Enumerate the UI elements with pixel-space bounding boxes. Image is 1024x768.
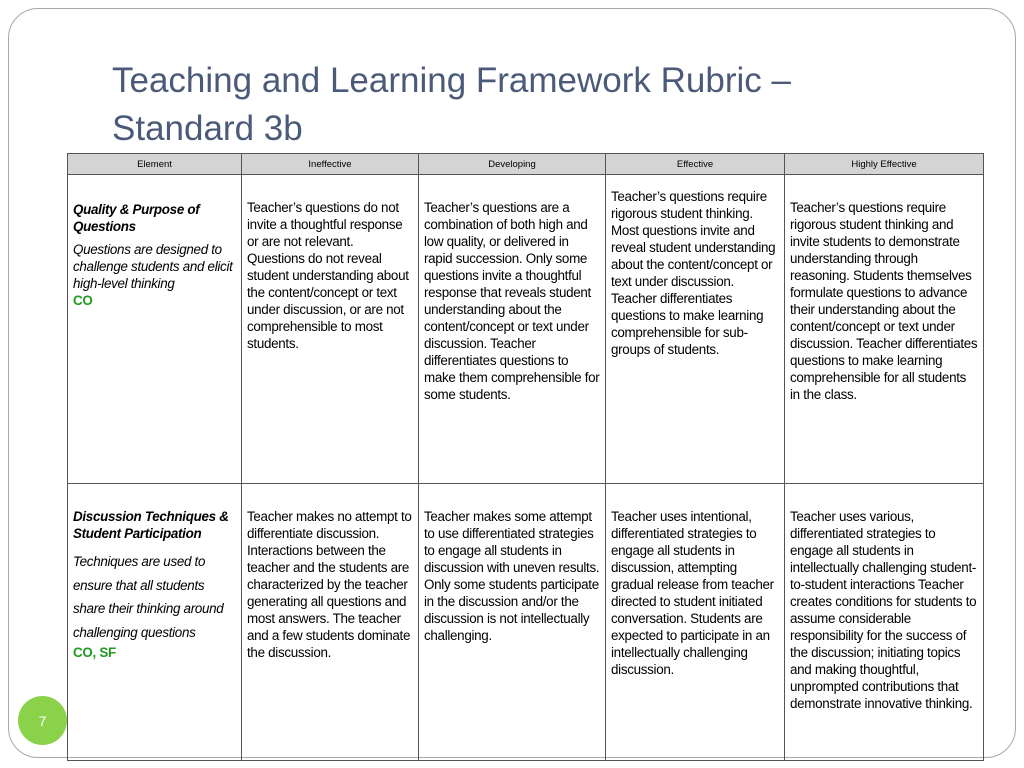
highly-effective-cell: Teacher’s questions require rigorous student thinking and invite students to demonstrate understanding through reasoning. Students themselves formulate questions to advance their understanding about the content/concept or text under discussion. Teacher differentiates questions to make learning comprehensible for all students in the class. (785, 175, 984, 484)
element-title: Discussion Techniques & Student Participation (73, 509, 229, 541)
header-ineffective: Ineffective (242, 154, 419, 175)
table-row (68, 175, 984, 484)
effective-cell: Teacher’s questions require rigorous student thinking. Most questions invite and reveal student understanding about the content/concept or text under discussion. Teacher differentiates questions to make learning comprehensible for sub-groups of students. (606, 175, 785, 484)
highly-effective-cell: Teacher uses various, differentiated strategies to engage all students in intellectually challenging student-to-student interactions Teacher creates conditions for students to assume considerable responsibility for the success of the discussion; initiating topics and making thoughtful, unprompted contributions that demonstrate innovative thinking. (785, 484, 984, 761)
element-code: CO (73, 293, 93, 308)
effective-cell: Teacher uses intentional, differentiated strategies to engage all students in discussion, attempting gradual release from teacher directed to student initiated conversation. Students are expected to participate in an intellectually challenging discussion. (606, 484, 785, 761)
header-element: Element (68, 154, 242, 175)
ineffective-cell: Teacher’s questions do not invite a thoughtful response or are not relevant. Questions do not reveal student understanding about the content/concept or text under discussion, or are not comprehensible to most students. (242, 175, 419, 484)
element-title: Quality & Purpose of Questions (73, 202, 200, 234)
developing-cell: Teacher’s questions are a combination of both high and low quality, or delivered in rapid succession. Only some questions invite a thoughtful response that reveals student understanding about the content/concept or text under discussion. Teacher differentiates questions to make them comprehensible for some students. (419, 175, 606, 484)
element-cell (68, 175, 242, 484)
slide-title: Teaching and Learning Framework Rubric – Standard 3b (112, 61, 791, 148)
header-developing: Developing (419, 154, 606, 175)
header-effective: Effective (606, 154, 785, 175)
element-cell (68, 484, 242, 761)
element-code: CO, SF (73, 645, 116, 660)
element-description: Questions are designed to challenge students and elicit high-level thinking (73, 242, 233, 291)
rubric-table (67, 153, 984, 761)
table-row (68, 484, 984, 761)
ineffective-cell: Teacher makes no attempt to differentiate discussion. Interactions between the teacher and the students are characterized by the teacher generating all questions and most answers. The teacher and a few students dominate the discussion. (242, 484, 419, 761)
slide-number: 7 (38, 712, 47, 729)
header-row (68, 154, 984, 175)
developing-cell: Teacher makes some attempt to use differentiated strategies to engage all students in discussion with uneven results. Only some students participate in the discussion and/or the discussion is not intellectually challenging. (419, 484, 606, 761)
element-description: Techniques are used to ensure that all students share their thinking around challenging questions (73, 554, 224, 640)
slide-number-badge (18, 696, 67, 745)
header-highly-effective: Highly Effective (785, 154, 984, 175)
